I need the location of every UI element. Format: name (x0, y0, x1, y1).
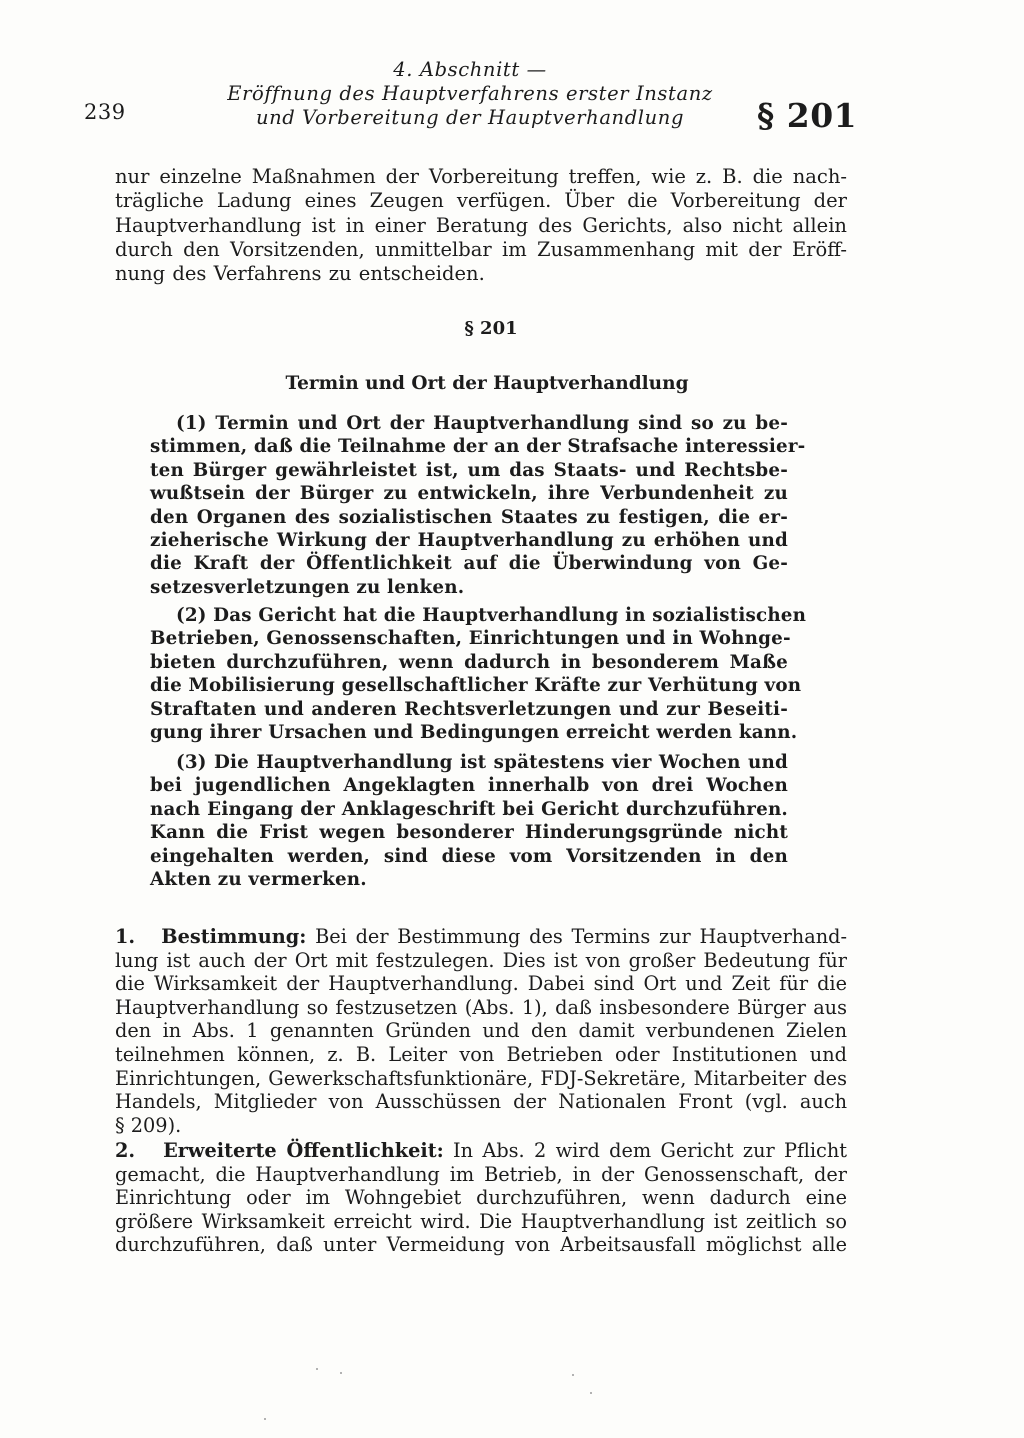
scan-speck (572, 1374, 574, 1376)
law-line: die Kraft der Öffentlichkeit auf die Überwindung von Ge- (150, 553, 788, 575)
law-line: ten Bürger gewährleistet ist, um das Staats- und Rechtsbe- (150, 459, 788, 481)
commentary-line: teilnehmen können, z. B. Leiter von Betrieben oder Institutionen und (115, 1042, 847, 1066)
commentary-line: Hauptverhandlung so festzusetzen (Abs. 1), daß insbesondere Bürger aus (115, 995, 847, 1019)
text-line: Hauptverhandlung ist in einer Beratung des Gerichts, also nicht allein (115, 213, 847, 237)
law-section-2 (150, 604, 807, 744)
commentary-first-line (115, 925, 847, 949)
commentary-number: 1. (115, 925, 136, 948)
law-line: Akten zu vermerken. (150, 869, 367, 891)
law-line: gung ihrer Ursachen und Bedingungen erreicht werden kann. (150, 722, 798, 744)
paragraph-symbol: § 201 (464, 318, 518, 339)
law-line: wußtsein der Bürger zu entwickeln, ihre Verbundenheit zu (150, 483, 788, 505)
running-head-line: 4. Abschnitt — (393, 58, 547, 81)
scan-speck (340, 1372, 342, 1374)
law-line: die Mobilisierung gesellschaftlicher Kräfte zur Verhütung von (150, 675, 802, 697)
intro-text (115, 165, 847, 286)
commentary-2 (115, 1139, 847, 1257)
commentary-line: lung ist auch der Ort mit festzulegen. Dies ist von großer Bedeutung für (115, 948, 847, 972)
commentary-line: größere Wirksamkeit erreicht wird. Die Hauptverhandlung ist zeitlich so (115, 1209, 847, 1233)
law-line: Betrieben, Genossenschaften, Einrichtungen und in Wohnge- (150, 628, 791, 650)
law-line: (1) Termin und Ort der Hauptverhandlung sind so zu be- (176, 413, 788, 434)
law-line: eingehalten werden, sind diese vom Vorsitzenden in den (150, 845, 788, 867)
running-head-line: und Vorbereitung der Hauptverhandlung (255, 106, 685, 129)
law-line: (3) Die Hauptverhandlung ist spätestens vier Wochen und (176, 752, 788, 773)
commentary-line: Einrichtungen, Gewerkschaftsfunktionäre, FDJ-Sekretäre, Mitarbeiter des (115, 1066, 847, 1090)
scan-speck (316, 1368, 318, 1370)
scan-speck (590, 1392, 592, 1394)
law-line: setzesverletzungen zu lenken. (150, 576, 465, 598)
page-number: 239 (84, 100, 126, 124)
commentary-line: durchzuführen, daß unter Vermeidung von Arbeitsausfall möglichst alle (115, 1233, 847, 1257)
section-mark: § 201 (757, 96, 858, 135)
text-line: trägliche Ladung eines Zeugen verfügen. Über die Vorbereitung der (115, 189, 847, 213)
commentary-line: Einrichtung oder im Wohngebiet durchzuführen, wenn dadurch eine (115, 1186, 847, 1210)
law-section-1 (150, 412, 806, 599)
text-line: nur einzelne Maßnahmen der Vorbereitung treffen, wie z. B. die nach- (115, 165, 847, 188)
commentary-line: die Wirksamkeit der Hauptverhandlung. Dabei sind Ort und Zeit für die (115, 972, 847, 996)
commentary-keyword: Bestimmung: (161, 925, 307, 948)
commentary-line: § 209). (115, 1113, 182, 1137)
law-line: zieherische Wirkung der Hauptverhandlung zu erhöhen und (150, 530, 788, 552)
law-line: den Organen des sozialistischen Staates zu festigen, die er- (150, 506, 788, 528)
law-line: (2) Das Gericht hat die Hauptverhandlung in sozialistischen (176, 605, 807, 626)
scan-speck (264, 1418, 266, 1420)
commentary-text: In Abs. 2 wird dem Gericht zur Pflicht (453, 1139, 847, 1162)
running-head (220, 58, 720, 130)
text-line: nung des Verfahrens zu entscheiden. (115, 262, 485, 286)
commentary-keyword: Erweiterte Öffentlichkeit: (163, 1139, 444, 1162)
running-head-line: Eröffnung des Hauptverfahrens erster Instanz (227, 82, 713, 105)
commentary-first-line (115, 1139, 847, 1163)
law-line: bieten durchzuführen, wenn dadurch in besonderem Maße (150, 651, 788, 673)
paragraph-title: Termin und Ort der Hauptverhandlung (285, 373, 689, 394)
law-line: Kann die Frist wegen besonderer Hinderungsgründe nicht (150, 822, 788, 844)
commentary-line: Handels, Mitglieder von Ausschüssen der Nationalen Front (vgl. auch (115, 1090, 847, 1114)
law-line: bei jugendlichen Angeklagten innerhalb von drei Wochen (150, 775, 788, 797)
law-line: stimmen, daß die Teilnahme der an der Strafsache interessier- (150, 436, 806, 458)
commentary-text: Bei der Bestimmung des Termins zur Hauptverhand- (315, 925, 847, 948)
text-line: durch den Vorsitzenden, unmittelbar im Zusammenhang mit der Eröff- (115, 237, 847, 261)
law-line: nach Eingang der Anklageschrift bei Gericht durchzuführen. (150, 798, 788, 820)
commentary-line: den in Abs. 1 genannten Gründen und den damit verbundenen Zielen (115, 1019, 847, 1043)
law-line: Straftaten und anderen Rechtsverletzungen und zur Beseiti- (150, 698, 788, 720)
commentary-line: gemacht, die Hauptverhandlung im Betrieb, in der Genossenschaft, der (115, 1162, 847, 1186)
commentary-number: 2. (115, 1139, 136, 1162)
commentary-1 (115, 925, 847, 1137)
law-section-3 (150, 751, 788, 891)
